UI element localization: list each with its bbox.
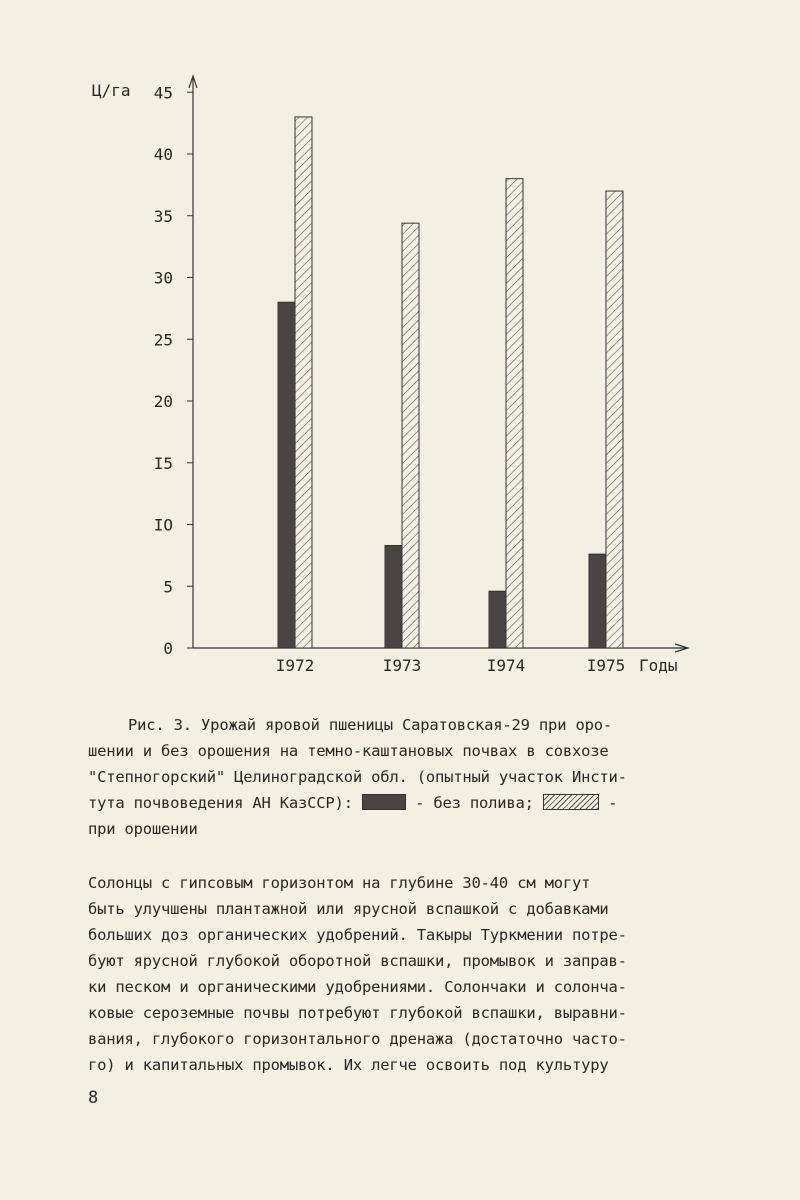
- y-tick-label: 40: [153, 145, 173, 164]
- bars: [278, 117, 623, 648]
- x-tick-label: I975: [586, 656, 626, 675]
- bar-dry-I973: [385, 545, 402, 648]
- y-tick-label: 30: [153, 268, 173, 288]
- legend-swatch-dry: [362, 794, 406, 810]
- caption-legend-line: [88, 790, 728, 816]
- bar-irrigated-I974: [506, 179, 523, 648]
- text-line: го) и капитальных промывок. Их легче освоить под культуру: [88, 1056, 609, 1074]
- y-tick-label: 25: [153, 330, 173, 350]
- legend-dash: -: [598, 794, 618, 812]
- y-tick-label: IO: [153, 515, 173, 535]
- y-tick-label: 35: [153, 206, 173, 226]
- text-line: больших доз органических удобрений. Такыры Туркмении потре-: [88, 926, 627, 944]
- x-axis-label: Годы: [639, 656, 678, 675]
- legend-label-dry: - без полива;: [405, 794, 534, 812]
- text-line: Солонцы с гипсовым горизонтом на глубине 30-40 см могут: [88, 874, 591, 892]
- bar-dry-I972: [278, 302, 295, 648]
- page-number: 8: [88, 1088, 99, 1108]
- y-ticks: [154, 83, 193, 658]
- figure-caption: [88, 712, 728, 842]
- bar-dry-I974: [489, 591, 506, 648]
- text-line: буют ярусной глубокой оборотной вспашки, промывок и заправ-: [88, 952, 627, 970]
- x-tick-labels: [276, 656, 626, 675]
- y-tick-label: 20: [153, 392, 173, 411]
- y-tick-label: I5: [153, 453, 173, 473]
- y-tick-label: 45: [153, 83, 173, 103]
- x-tick-label: I972: [275, 656, 315, 675]
- bar-dry-I975: [589, 554, 606, 648]
- text-line: быть улучшены плантажной или ярусной вспашкой с добавками: [88, 900, 609, 918]
- y-tick-label: 0: [163, 639, 173, 658]
- legend-swatch-irrigated: [543, 794, 599, 810]
- caption-line: Рис. 3. Урожай яровой пшеницы Саратовская-29 при оро-: [128, 716, 612, 734]
- bar-irrigated-I975: [606, 191, 623, 648]
- x-tick-label: I974: [486, 656, 526, 675]
- text-line: вания, глубокого горизонтального дренажа (достаточно часто-: [88, 1030, 627, 1048]
- bar-irrigated-I972: [295, 117, 312, 648]
- body-paragraph: [88, 870, 708, 1078]
- caption-line: "Степногорский" Целиноградской обл. (опытный участок Инсти-: [88, 768, 627, 786]
- caption-line-text: тута почвоведения АН КазССР):: [88, 794, 353, 812]
- caption-line: шении и без орошения на темно-каштановых почвах в совхозе: [88, 742, 609, 760]
- y-axis-label: Ц/га: [92, 81, 131, 100]
- text-line: ковые сероземные почвы потребуют глубокой вспашки, выравни-: [88, 1004, 627, 1022]
- bar-irrigated-I973: [402, 223, 419, 648]
- legend-label-irrigated: при орошении: [88, 820, 198, 838]
- text-line: ки песком и органическими удобрениями. Солончаки и солонча-: [88, 978, 627, 996]
- y-tick-label: 5: [163, 577, 173, 597]
- x-tick-label: I973: [382, 656, 422, 675]
